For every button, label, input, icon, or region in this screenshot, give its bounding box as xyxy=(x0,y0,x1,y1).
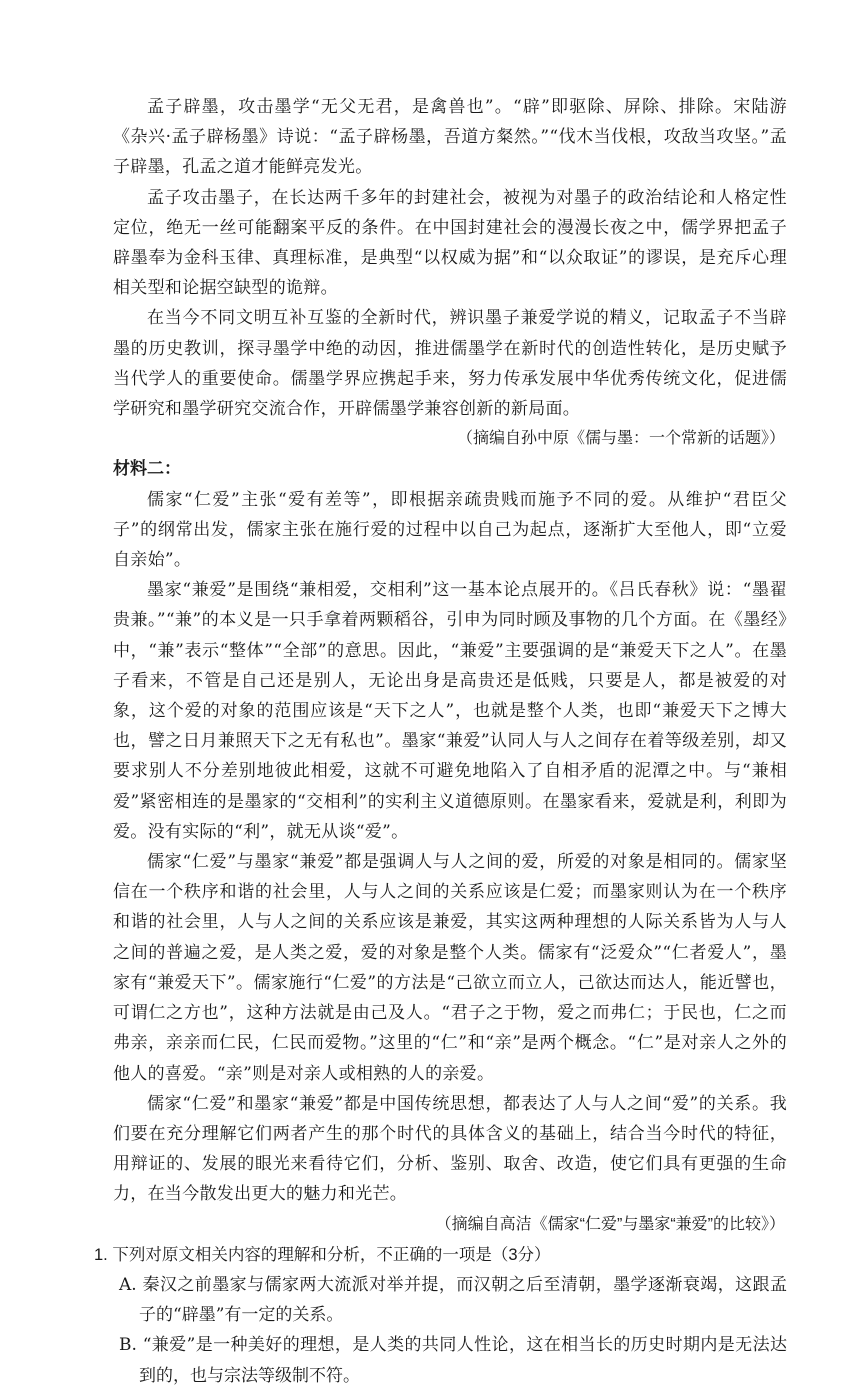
answer-option: B. “兼爱”是一种美好的理想，是人类的共同人性论，这在相当长的历史时期内是无法达到的，也与宗法等级制不符。 xyxy=(119,1335,787,1386)
paragraph: 墨家“兼爱”是围绕“兼相爱，交相利”这一基本论点展开的。《吕氏春秋》说：“墨翟贵兼。”“兼”的本义是一只手拿着两颗稻谷，引申为同时顾及事物的几个方面。在《墨经》中，“兼”表示“整体”“全部”的意思。因此，“兼爱”主要强调的是“兼爱天下之人”。在墨子看来，不管是自己还是别人，无论出身是高贵还是低贱，只要是人，都是被爱的对象，这个爱的对象的范围应该是“天下之人”，也就是整个人类，也即“兼爱天下之博大也，譬之日月兼照天下之无有私也”。墨家“兼爱”认同人与人之间存在着等级差别，却又要求别人不分差别地彼此相爱，这就不可避免地陷入了自相矛盾的泥潭之中。与“兼相爱”紧密相连的是墨家的“交相利”的实利主义道德原则。在墨家看来，爱就是利，利即为爱。没有实际的“利”，就无从谈“爱”。 xyxy=(113,580,787,842)
paragraph: 在当今不同文明互补互鉴的全新时代，辨识墨子兼爱学说的精义，记取孟子不当辟墨的历史教训，探寻墨学中绝的动因，推进儒墨学在新时代的创造性转化，是历史赋予当代学人的重要使命。儒墨学界应携起手来，努力传承发展中华优秀传统文化，促进儒学研究和墨学研究交流合作，开辟儒墨学兼容创新的新局面。 xyxy=(113,308,787,420)
section-title: 材料二： xyxy=(113,459,181,480)
paragraph: 儒家“仁爱”和墨家“兼爱”都是中国传统思想，都表达了人与人之间“爱”的关系。我们要在充分理解它们两者产生的那个时代的具体含义的基础上，结合当今时代的特征，用辩证的、发展的眼光来看待它们，分析、鉴别、取舍、改造，使它们具有更强的生命力，在当今散发出更大的魅力和光芒。 xyxy=(113,1093,787,1205)
paragraph: 儒家“仁爱”主张“爱有差等”，即根据亲疏贵贱而施予不同的爱。从维护“君臣父子”的纲常出发，儒家主张在施行爱的过程中以自己为起点，逐渐扩大至他人，即“立爱自亲始”。 xyxy=(113,489,787,571)
source-citation: （摘编自孙中原《儒与墨：一个常新的话题》） xyxy=(456,430,785,448)
question-stem: 1. 下列对原文相关内容的理解和分析，不正确的一项是（3分） xyxy=(94,1245,551,1264)
source-citation: （摘编自高洁《儒家“仁爱”与墨家“兼爱”的比较》） xyxy=(435,1215,785,1233)
document-page xyxy=(94,92,787,1391)
paragraph: 孟子攻击墨子，在长达两千多年的封建社会，被视为对墨子的政治结论和人格定性定位，绝无一丝可能翻案平反的条件。在中国封建社会的漫漫长夜之中，儒学界把孟子辟墨奉为金科玉律、真理标准，是典型“以权威为据”和“以众取证”的谬误，是充斥心理相关型和论据空缺型的诡辩。 xyxy=(113,187,787,299)
paragraph: 儒家“仁爱”与墨家“兼爱”都是强调人与人之间的爱，所爱的对象是相同的。儒家坚信在一个秩序和谐的社会里，人与人之间的关系应该是仁爱；而墨家则认为在一个秩序和谐的社会里，人与人之间的关系应该是兼爱，其实这两种理想的人际关系皆为人与人之间的普遍之爱，是人类之爱，爱的对象是整个人类。儒家有“泛爱众”“仁者爱人”，墨家有“兼爱天下”。儒家施行“仁爱”的方法是“己欲立而立人，己欲达而达人，能近譬也，可谓仁之方也”，这种方法就是由己及人。“君子之于物，爱之而弗仁；于民也，仁之而弗亲，亲亲而仁民，仁民而爱物。”这里的“仁”和“亲”是两个概念。“仁”是对亲人之外的他人的喜爱。“亲”则是对亲人或相熟的人的亲爱。 xyxy=(113,852,787,1084)
answer-option: A. 秦汉之前墨家与儒家两大流派对举并提，而汉朝之后至清朝，墨学逐渐衰竭，这跟孟子的“辟墨”有一定的关系。 xyxy=(119,1274,787,1326)
paragraph: 孟子辟墨，攻击墨学“无父无君，是禽兽也”。“辟”即驱除、屏除、排除。宋陆游《杂兴·孟子辟杨墨》诗说：“孟子辟杨墨，吾道方粲然。”“伐木当伐根，攻敌当攻坚。”孟子辟墨，孔孟之道才能鲜亮发光。 xyxy=(113,97,787,178)
